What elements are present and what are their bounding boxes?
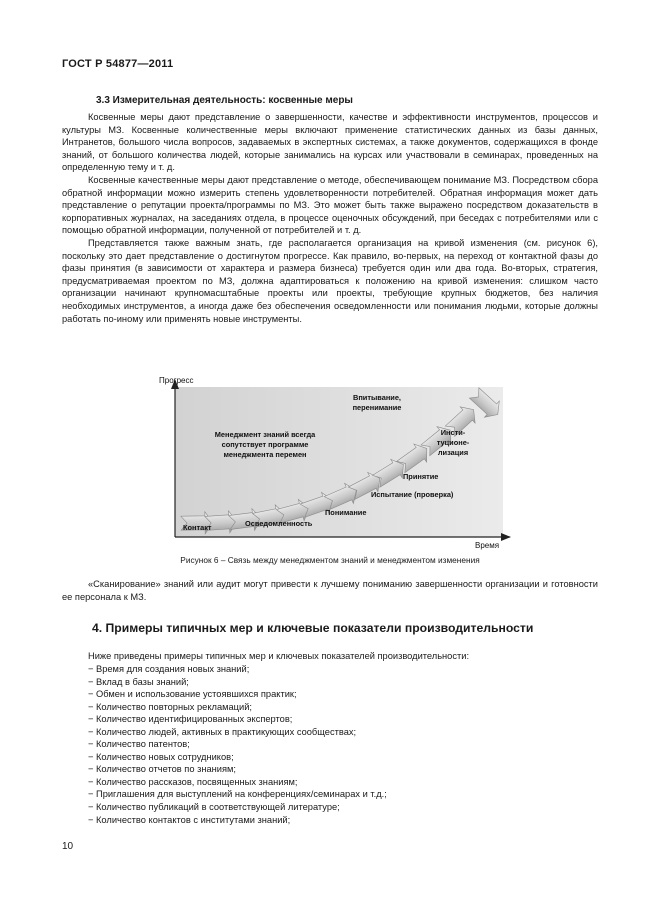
list-item: − Приглашения для выступлений на конференциях/семинарах и т.д.; [88, 789, 387, 800]
stage-label-institutionalization-2: туционе- [436, 438, 470, 447]
list-item: − Количество новых сотрудников; [88, 751, 234, 762]
list-item: − Количество повторных рекламаций; [88, 701, 252, 712]
stage-label-awareness: Осведомленность [245, 519, 313, 528]
list-item: − Время для создания новых знаний; [88, 664, 250, 674]
measures-list [88, 663, 387, 826]
stage-label-trial: Испытание (проверка) [371, 490, 454, 499]
paragraph-3: Представляется также важным знать, где располагается организация на кривой изменения (см. рисунок 6), поскольку это дает представление о достигнутом прогрессе. Как правило, во-первых, на переход от контактной фазы до фазы принятия (в зависимости от характера и размера бизнеса) требуется один или два года. Во-вторых, стратегия, предусматриваемая проектом по МЗ, должна адаптироваться к положению на кривой изменения: слишком часто организации начинают крупномасштабные проекты или проекты, требующие крупных бюджетов, без наличия необходимых инструментов, а иногда даже без обеспечения осведомленности или понимания людьми, которые должны работать по-иному или применять новые инструменты. [62, 237, 598, 324]
figure-change-curve [135, 375, 515, 555]
list-item: − Количество рассказов, посвященных знаниям; [88, 776, 298, 787]
x-axis-label: Время [475, 541, 500, 550]
note-line-1: Менеджмент знаний всегда [214, 430, 316, 439]
page-number: 10 [62, 841, 74, 852]
body-text [62, 111, 598, 325]
stage-label-institutionalization-3: лизация [437, 448, 469, 457]
paragraph-2: Косвенные качественные меры дают представление о методе, обеспечивающем понимание МЗ. Посредством сбора обратной информации можно измерить степень удовлетворенности потребителей. Обратная информация может дать представление о репутации проекта/программы по МЗ. Это может быть также выражено посредством доказательств в корпоративных журналах, на заседаниях отдела, в процессе оценочных обсуждений, при беседах с потребителями или с помощью обратной информации, полученной от потребителей и т. д. [62, 174, 598, 236]
section-title: 3.3 Измерительная деятельность: косвенные меры [96, 95, 353, 106]
list-item: − Количество отчетов по знаниям; [88, 764, 236, 775]
list-item: − Количество публикаций в соответствующей литературе; [88, 802, 340, 813]
stage-label-adoption: Принятие [403, 472, 439, 481]
list-item: − Обмен и использование устоявшихся практик; [88, 689, 297, 700]
figure-caption: Рисунок 6 – Связь между менеджментом знаний и менеджментом изменения [180, 555, 480, 565]
stage-label-understanding: Понимание [325, 508, 367, 517]
stage-label-contact: Контакт [183, 523, 212, 532]
y-axis-label: Прогресс [159, 376, 194, 385]
list-item: − Количество людей, активных в практикующих сообществах; [88, 726, 357, 737]
standard-header: ГОСТ Р 54877—2011 [62, 58, 174, 70]
list-item: − Количество патентов; [88, 739, 190, 750]
note-line-3: менеджмента перемен [223, 450, 307, 459]
stage-label-institutionalization-1: Инсти- [440, 428, 466, 437]
change-curve-diagram [135, 375, 515, 550]
list-item: − Количество контактов с институтами знаний; [88, 814, 291, 825]
paragraph-after-figure: «Сканирование» знаний или аудит могут привести к лучшему пониманию завершенности организации и готовности ее персонала к МЗ. [62, 579, 598, 602]
list-item: − Вклад в базы знаний; [88, 676, 189, 687]
x-axis-arrowhead [501, 533, 511, 541]
after-figure-text [62, 578, 598, 603]
list-item: − Количество идентифицированных экспертов; [88, 714, 293, 725]
note-line-2: сопутствует программе [221, 440, 309, 449]
section4-title: 4. Примеры типичных мер и ключевые показатели производительности [92, 621, 534, 635]
stage-label-absorption-1: Впитывание, [352, 393, 402, 402]
stage-label-absorption-2: перенимание [352, 403, 402, 412]
section4-intro: Ниже приведены примеры типичных мер и ключевых показателей производительности: [88, 651, 470, 661]
paragraph-1: Косвенные меры дают представление о завершенности, качестве и эффективности инструментов, процессов и культуры МЗ. Косвенные количественные меры включают применение статистических данных из базы данных, Интранетов, большого числа вопросов, задаваемых в экспертных системах, а также документов, содержащихся в фонде знаний, от большого количества людей, которые занимались на курсах или участвовали в семинарах, проведенных на определенную тему и т. д. [62, 112, 598, 173]
